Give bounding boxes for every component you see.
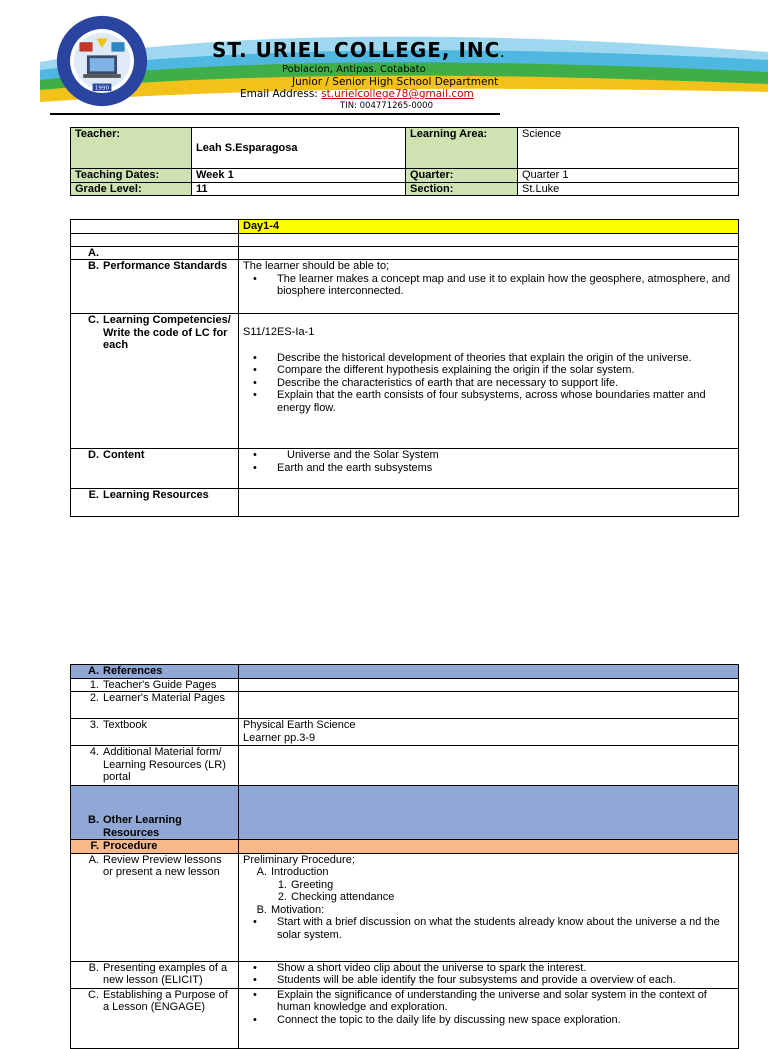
learning-area-value: Science	[518, 128, 739, 169]
lc-code: S11/12ES-Ia-1	[243, 326, 315, 338]
procedure-label: F. Procedure	[71, 840, 239, 854]
performance-standards-label: B. Performance Standards	[71, 260, 239, 314]
school-seal-logo	[55, 14, 149, 108]
school-address: Poblacion, Antipas. Cotabato	[282, 64, 426, 75]
presenting-examples-label: B. Presenting examples of a new lesson (ELICIT)	[71, 961, 239, 988]
department-name: Junior / Senior High School Department	[292, 76, 499, 88]
section-value: St.Luke	[518, 182, 739, 196]
learning-competencies-label: C. Learning Competencies/ Write the code of LC for each	[71, 314, 239, 449]
content-item: Universe and the Solar System	[287, 449, 439, 461]
email-line: Email Address: st.urielcollege78@gmail.com	[240, 88, 474, 100]
teaching-dates-label: Teaching Dates:	[71, 169, 192, 183]
performance-standard-item: The learner makes a concept map and use it to explain how the geosphere, atmosphere, and biosphere interconnected.	[277, 272, 731, 297]
email-link[interactable]: st.urielcollege78@gmail.com	[321, 88, 474, 100]
grade-level-value: 11	[192, 182, 406, 196]
content-label: D. Content	[71, 449, 239, 489]
lc-item: Compare the different hypothesis explaining the origin if the solar system.	[277, 364, 635, 376]
section-label: Section:	[406, 182, 518, 196]
plan-blank-cell	[71, 220, 239, 234]
references-label: A. References	[71, 665, 239, 679]
review-preview-label: A. Review Preview lessons or present a new lesson	[71, 853, 239, 961]
learning-resources-label: E. Learning Resources	[71, 489, 239, 517]
engage-item: Explain the significance of understanding the universe and solar system in the context of human knowledge and exploration.	[277, 988, 707, 1013]
review-preview-content: Preliminary Procedure; A. Introduction 1. Greeting 2. Checking attendance B. Motivation: • Start with a brief discussion on what the students already know about the universe a nd the solar system.	[239, 853, 739, 961]
teaching-dates-value: Week 1	[192, 169, 406, 183]
teachers-guide-label: 1. Teacher's Guide Pages	[71, 678, 239, 692]
motivation-item: Start with a brief discussion on what the students already know about the universe a nd the solar system.	[277, 916, 720, 941]
quarter-label: Quarter:	[406, 169, 518, 183]
textbook-label: 3. Textbook	[71, 719, 239, 746]
establishing-purpose-content: • Explain the significance of understanding the universe and solar system in the context of human knowledge and exploration. • Connect the topic to the daily life by discussing new space exploration.	[239, 988, 739, 1048]
teacher-label: Teacher:	[71, 128, 192, 169]
other-resources-label: B. Other Learning Resources	[71, 786, 239, 840]
svg-text:1990: 1990	[94, 85, 110, 92]
teacher-info-table	[70, 127, 739, 196]
content-value: • Universe and the Solar System • Earth and the earth subsystems	[239, 449, 739, 489]
content-item: Earth and the earth subsystems	[277, 461, 433, 474]
school-name: ST. URIEL COLLEGE, INC.	[212, 38, 506, 62]
row-a-label: A.	[71, 246, 239, 260]
lc-item: Explain that the earth consists of four subsystems, across whose boundaries matter and energy flow.	[277, 389, 706, 414]
presenting-examples-content: • Show a short video clip about the universe to spark the interest. • Students will be able identify the four subsystems and provide a overview of each.	[239, 961, 739, 988]
learners-material-label: 2. Learner's Material Pages	[71, 692, 239, 719]
quarter-value: Quarter 1	[518, 169, 739, 183]
learning-area-label: Learning Area:	[406, 128, 518, 169]
plan-empty-row	[71, 233, 239, 246]
header-divider	[50, 113, 500, 115]
day-header: Day1-4	[239, 220, 739, 234]
teacher-value: Leah S.Esparagosa	[192, 128, 406, 169]
establishing-purpose-label: C. Establishing a Purpose of a Lesson (ENGAGE)	[71, 988, 239, 1048]
lesson-plan-table	[70, 219, 739, 517]
resources-procedure-table	[70, 664, 739, 1049]
elicit-item: Students will be able identify the four subsystems and provide a overview of each.	[277, 974, 676, 986]
lc-item: Describe the characteristics of earth that are necessary to support life.	[277, 376, 619, 389]
additional-material-label: 4. Additional Material form/ Learning Resources (LR) portal	[71, 746, 239, 786]
engage-item: Connect the topic to the daily life by discussing new space exploration.	[277, 1013, 621, 1026]
textbook-value: Physical Earth Science Learner pp.3-9	[239, 719, 739, 746]
lc-item: Describe the historical development of theories that explain the origin of the universe.	[277, 351, 692, 364]
tin-number: TIN: 004771265-0000	[340, 101, 433, 111]
performance-standards-content: The learner should be able to; • The learner makes a concept map and use it to explain how the geosphere, atmosphere, and biosphere interconnected.	[239, 260, 739, 314]
letterhead	[0, 0, 768, 120]
elicit-item: Show a short video clip about the universe to spark the interest.	[277, 961, 587, 974]
grade-level-label: Grade Level:	[71, 182, 192, 196]
learning-competencies-content: S11/12ES-Ia-1 • Describe the historical development of theories that explain the origin of the universe. • Compare the different hypothesis explaining the origin if the solar system. • Describe the characteristics of earth that are necessary to support life. • Explain that the earth consists of four subsystems, across whose boundaries matter and energy flow.	[239, 314, 739, 449]
